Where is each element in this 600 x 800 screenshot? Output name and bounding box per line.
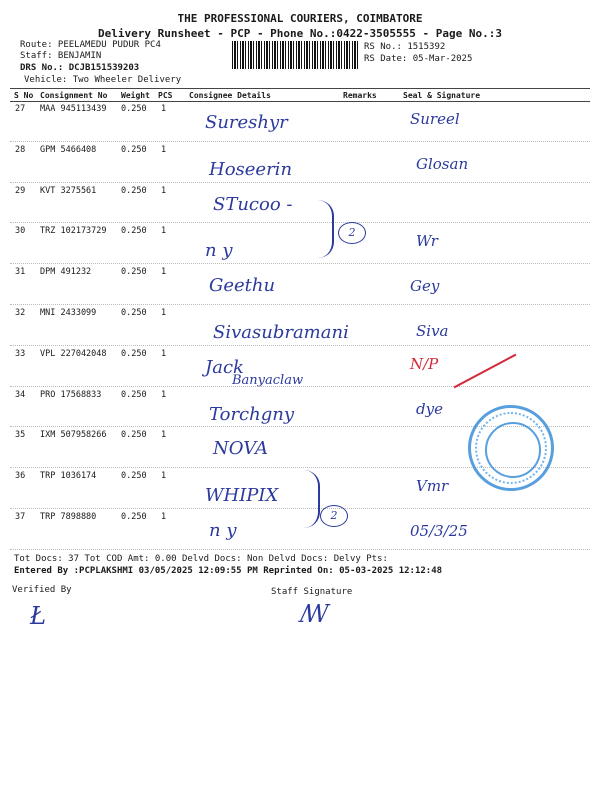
row-consignee-handwriting: WHIPIX — [205, 485, 279, 507]
row-consignment: KVT 3275561 — [40, 185, 97, 196]
handwritten-brace — [304, 470, 320, 528]
row-divider — [10, 222, 590, 223]
row-divider — [10, 141, 590, 142]
row-sno: 29 — [15, 185, 26, 196]
courier-seal-stamp — [468, 405, 554, 491]
col-seal-signature: Seal & Signature — [403, 91, 481, 100]
col-remarks: Remarks — [343, 91, 377, 100]
row-divider — [10, 182, 590, 183]
row-pcs: 1 — [161, 471, 167, 482]
handwritten-circled-number: 2 — [338, 222, 366, 244]
row-weight: 0.250 — [121, 104, 147, 114]
row-consignee-handwriting: n y — [205, 240, 233, 262]
totals-line: Tot Docs: 37 Tot COD Amt: 0.00 Delvd Docs: Non Delvd Docs: Delvy Pts: — [14, 554, 388, 564]
row-pcs: 1 — [161, 226, 167, 237]
row-pcs: 1 — [161, 185, 167, 196]
row-sno: 31 — [15, 267, 26, 278]
row-weight: 0.250 — [121, 144, 147, 155]
col-consignment: Consignment No — [40, 91, 108, 100]
row-pcs: 1 — [161, 104, 167, 114]
route-label: Route: PEELAMEDU PUDUR PC4 — [20, 40, 161, 50]
row-weight: 0.250 — [121, 430, 147, 441]
row-weight: 0.250 — [121, 471, 147, 482]
row-weight: 0.250 — [121, 348, 147, 359]
col-weight: Weight — [121, 91, 150, 100]
row-pcs: 1 — [161, 512, 167, 522]
row-divider — [10, 345, 590, 346]
verified-by-label: Verified By — [12, 585, 72, 595]
row-consignee-handwriting: NOVA — [213, 438, 268, 460]
row-consignment: TRZ 102173729 — [40, 226, 107, 237]
row-sno: 30 — [15, 226, 26, 237]
entered-by-line: Entered By :PCPLAKSHMI 03/05/2025 12:09:55 PM Reprinted On: 05-03-2025 12:12:48 — [14, 566, 443, 576]
row-weight: 0.250 — [121, 267, 147, 278]
row-consignee-handwriting: STucoo - — [213, 193, 293, 215]
row-consignee-handwriting: Sureshyr — [205, 112, 288, 133]
stamp-center — [485, 422, 541, 478]
row-divider — [10, 263, 590, 264]
row-sno: 28 — [15, 144, 26, 155]
row-pcs: 1 — [161, 430, 167, 441]
row-divider — [10, 508, 590, 509]
row-signature-handwriting: N/P — [410, 354, 439, 373]
row-weight: 0.250 — [121, 185, 147, 196]
company-title: THE PROFESSIONAL COURIERS, COIMBATORE — [177, 12, 423, 25]
row-sno: 32 — [15, 308, 26, 318]
row-consignment: PRO 17568833 — [40, 389, 102, 400]
vehicle-label: Vehicle: Two Wheeler Delivery — [24, 75, 182, 85]
row-signature-handwriting: Gey — [410, 277, 440, 296]
row-signature-handwriting: Glosan — [416, 154, 469, 173]
row-consignee-handwriting: Geethu — [209, 275, 276, 297]
row-consignee-handwriting: Jack — [205, 356, 244, 378]
row-sno: 34 — [15, 389, 26, 400]
row-divider — [10, 386, 590, 387]
row-consignment: MAA 945113439 — [40, 104, 107, 114]
row-weight: 0.250 — [121, 512, 147, 522]
row-signature-handwriting: Wr — [416, 232, 438, 251]
row-weight: 0.250 — [121, 389, 147, 400]
row-signature-handwriting: 05/3/25 — [410, 522, 468, 540]
row-pcs: 1 — [161, 308, 167, 318]
row-sno: 37 — [15, 512, 26, 522]
handwritten-circled-number: 2 — [320, 505, 348, 527]
col-consignee: Consignee Details — [189, 91, 271, 100]
table-header-rule — [10, 101, 590, 102]
row-consignment: IXM 507958266 — [40, 430, 107, 441]
row-consignee-handwriting: Sivasubramani — [213, 322, 349, 343]
row-divider — [10, 549, 590, 550]
staff-signature: ꟿ — [300, 600, 329, 628]
table-top-rule — [10, 88, 590, 89]
row-signature-handwriting: Vmr — [416, 477, 449, 496]
row-pcs: 1 — [161, 267, 167, 278]
row-consignment: GPM 5466408 — [40, 144, 97, 155]
row-consignee-handwriting: Hoseerin — [209, 158, 293, 180]
row-sno: 35 — [15, 430, 26, 441]
row-consignment: DPM 491232 — [40, 267, 92, 278]
staff-label: Staff: BENJAMIN — [20, 51, 102, 61]
col-pcs: PCS — [158, 91, 173, 100]
row-signature-handwriting: Sureel — [410, 110, 460, 128]
row-pcs: 1 — [161, 348, 167, 359]
drs-number: DRS No.: DCJB151539203 — [20, 63, 140, 73]
row-consignment: TRP 1036174 — [40, 471, 97, 482]
row-weight: 0.250 — [121, 226, 147, 237]
row-sno: 33 — [15, 348, 26, 359]
row-consignment: MNI 2433099 — [40, 308, 97, 318]
rs-date: RS Date: 05-Mar-2025 — [364, 54, 473, 64]
row-consignee-handwriting: n y — [209, 520, 237, 541]
rs-number: RS No.: 1515392 — [364, 42, 446, 52]
staff-signature-label: Staff Signature — [271, 587, 353, 597]
row-sno: 36 — [15, 471, 26, 482]
row-pcs: 1 — [161, 389, 167, 400]
barcode — [232, 41, 358, 69]
row-consignment: TRP 7898880 — [40, 512, 97, 522]
handwritten-brace — [318, 200, 334, 258]
verifier-signature: Ł — [30, 602, 47, 630]
red-strike-mark — [454, 354, 517, 389]
col-sno: S No — [14, 91, 34, 100]
row-consignee-handwriting-2: Banyaclaw — [232, 372, 304, 388]
row-signature-handwriting: dye — [416, 399, 443, 418]
row-consignment: VPL 227042048 — [40, 348, 107, 359]
row-divider — [10, 304, 590, 305]
row-consignee-handwriting: Torchgny — [209, 403, 295, 425]
row-signature-handwriting: Siva — [416, 322, 449, 340]
row-pcs: 1 — [161, 144, 167, 155]
row-weight: 0.250 — [121, 308, 147, 318]
runsheet-subtitle: Delivery Runsheet - PCP - Phone No.:0422-3505555 - Page No.:3 — [98, 27, 502, 40]
row-sno: 27 — [15, 104, 26, 114]
